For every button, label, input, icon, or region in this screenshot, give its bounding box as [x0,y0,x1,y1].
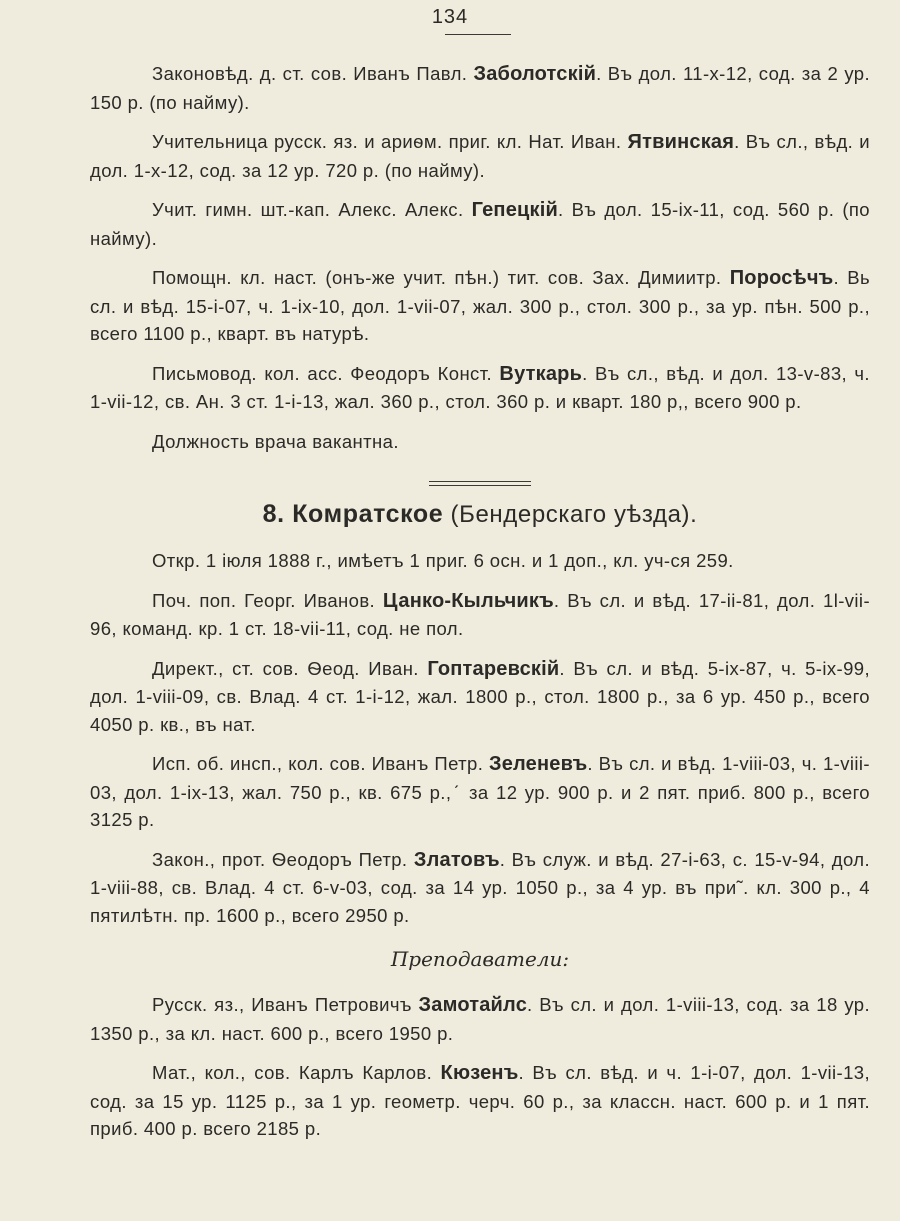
vacancy-note: Должность врача вакантна. [152,430,399,452]
section-number: 8 [262,500,278,528]
teachers-subheading: Преподаватели: [390,947,570,971]
entry-paragraph: Поч. поп. Георг. Иванов. Цанко-Кыльчикъ. Въ сл. и вѣд. 17-ii-81, дол. 1l-vii-96, команд. кр. 1 ст. 18-vii-11, сод. не пол. [90,589,870,639]
school-info: Откр. 1 іюля 1888 г., имѣетъ 1 приг. 6 осн. и 1 доп., кл. уч-ся 259. [152,550,734,571]
entry-paragraph: Законовѣд. д. ст. сов. Иванъ Павл. Заболотскій. Въ дол. 11-x-12, сод. за 2 ур. 150 р. (по найму). [90,63,870,113]
section-divider [429,481,531,486]
section-district: (Бендерскаго уѣзда). [450,501,698,528]
person-surname: Зеленевъ [488,753,588,775]
person-surname: Гоптаревскій [427,657,560,680]
entry-paragraph: Мат., кол., сов. Карлъ Карлов. Кюзенъ. Въ сл. вѣд. и ч. 1-i-07, дол. 1-vii-13, сод. за 15 ур. 1125 р., за 1 ур. геометр. черч. 60 р., за классн. наст. 600 р. и 1 пят. приб. 400 р. всего 2185 р. [90,1062,870,1139]
person-surname: Заболотскій [473,63,597,85]
entry-paragraph: Директ., ст. сов. Ѳеод. Иван. Гоптаревскій. Въ сл. и вѣд. 5-ix-87, ч. 5-ix-99, дол. 1-viii-09, св. Влад. 4 ст. 1-i-12, жал. 1800 р., стол. 1800 р., за 6 ур. 450 р., всего 4050 р. кв., въ нат. [90,657,870,735]
entry-paragraph: Помощн. кл. наст. (онъ-же учит. пѣн.) тит. сов. Зах. Димиитр. Поросѣчъ. Вь сл. и вѣд. 15-i-07, ч. 1-ix-10, дол. 1-vii-07, жал. 300 р., стол. 300 р., за ур. пѣн. 500 р., всего 1100 р., кварт. въ натурѣ. [90,267,870,344]
page-body [90,60,870,1155]
person-surname: Златовъ [413,848,500,871]
page-number-underline [445,34,511,35]
person-surname: Кюзенъ [440,1062,519,1084]
person-surname: Гепецкій [471,199,558,221]
person-surname: Цанко-Кыльчикъ [382,589,554,612]
person-surname: Замотайлс [418,994,528,1016]
section-name: Комратское [292,500,444,528]
entry-paragraph: Закон., прот. Ѳеодоръ Петр. Златовъ. Въ служ. и вѣд. 27-i-63, с. 15-v-94, дол. 1-viii-88, св. Влад. 4 ст. 6-v-03, сод. за 14 ур. 1050 р., за 4 ур. въ при˜. кл. 300 р., 4 пятилѣтн. пр. 1600 р., всего 2950 р. [90,848,870,926]
person-surname: Поросѣчъ [729,267,834,289]
entry-paragraph: Учительница русск. яз. и ариѳм. приг. кл. Нат. Иван. Ятвинская. Въ сл., вѣд. и дол. 1-x-12, сод. за 12 ур. 720 р. (по найму). [90,131,870,181]
entry-paragraph: Учит. гимн. шт.-кап. Алекс. Алекс. Гепецкій. Въ дол. 15-ix-11, сод. 560 р. (по найму). [90,199,870,249]
entry-paragraph: Исп. об. инсп., кол. сов. Иванъ Петр. Зеленевъ. Въ сл. и вѣд. 1-viii-03, ч. 1-viii-03, дол. 1-ix-13, жал. 750 р., кв. 675 р.,ˊ за 12 ур. 900 р. и 2 пят. приб. 800 р., всего 3125 р. [90,753,870,830]
section-heading: 8. Комратское (Бендерскаго уѣзда). [262,500,698,528]
entry-paragraph: Русск. яз., Иванъ Петровичъ Замотайлс. Въ сл. и дол. 1-viii-13, сод. за 18 ур. 1350 р., за кл. наст. 600 р., всего 1950 р. [90,994,870,1044]
person-surname: Ятвинская [627,131,735,153]
page-number: 134 [431,6,469,28]
entry-paragraph: Письмовод. кол. асс. Феодоръ Конст. Вуткарь. Въ сл., вѣд. и дол. 13-v-83, ч. 1-vii-12, св. Ан. 3 ст. 1-i-13, жал. 360 р., стол. 360 р. и кварт. 180 р,, всего 900 р. [90,362,870,412]
person-surname: Вуткарь [499,362,583,385]
